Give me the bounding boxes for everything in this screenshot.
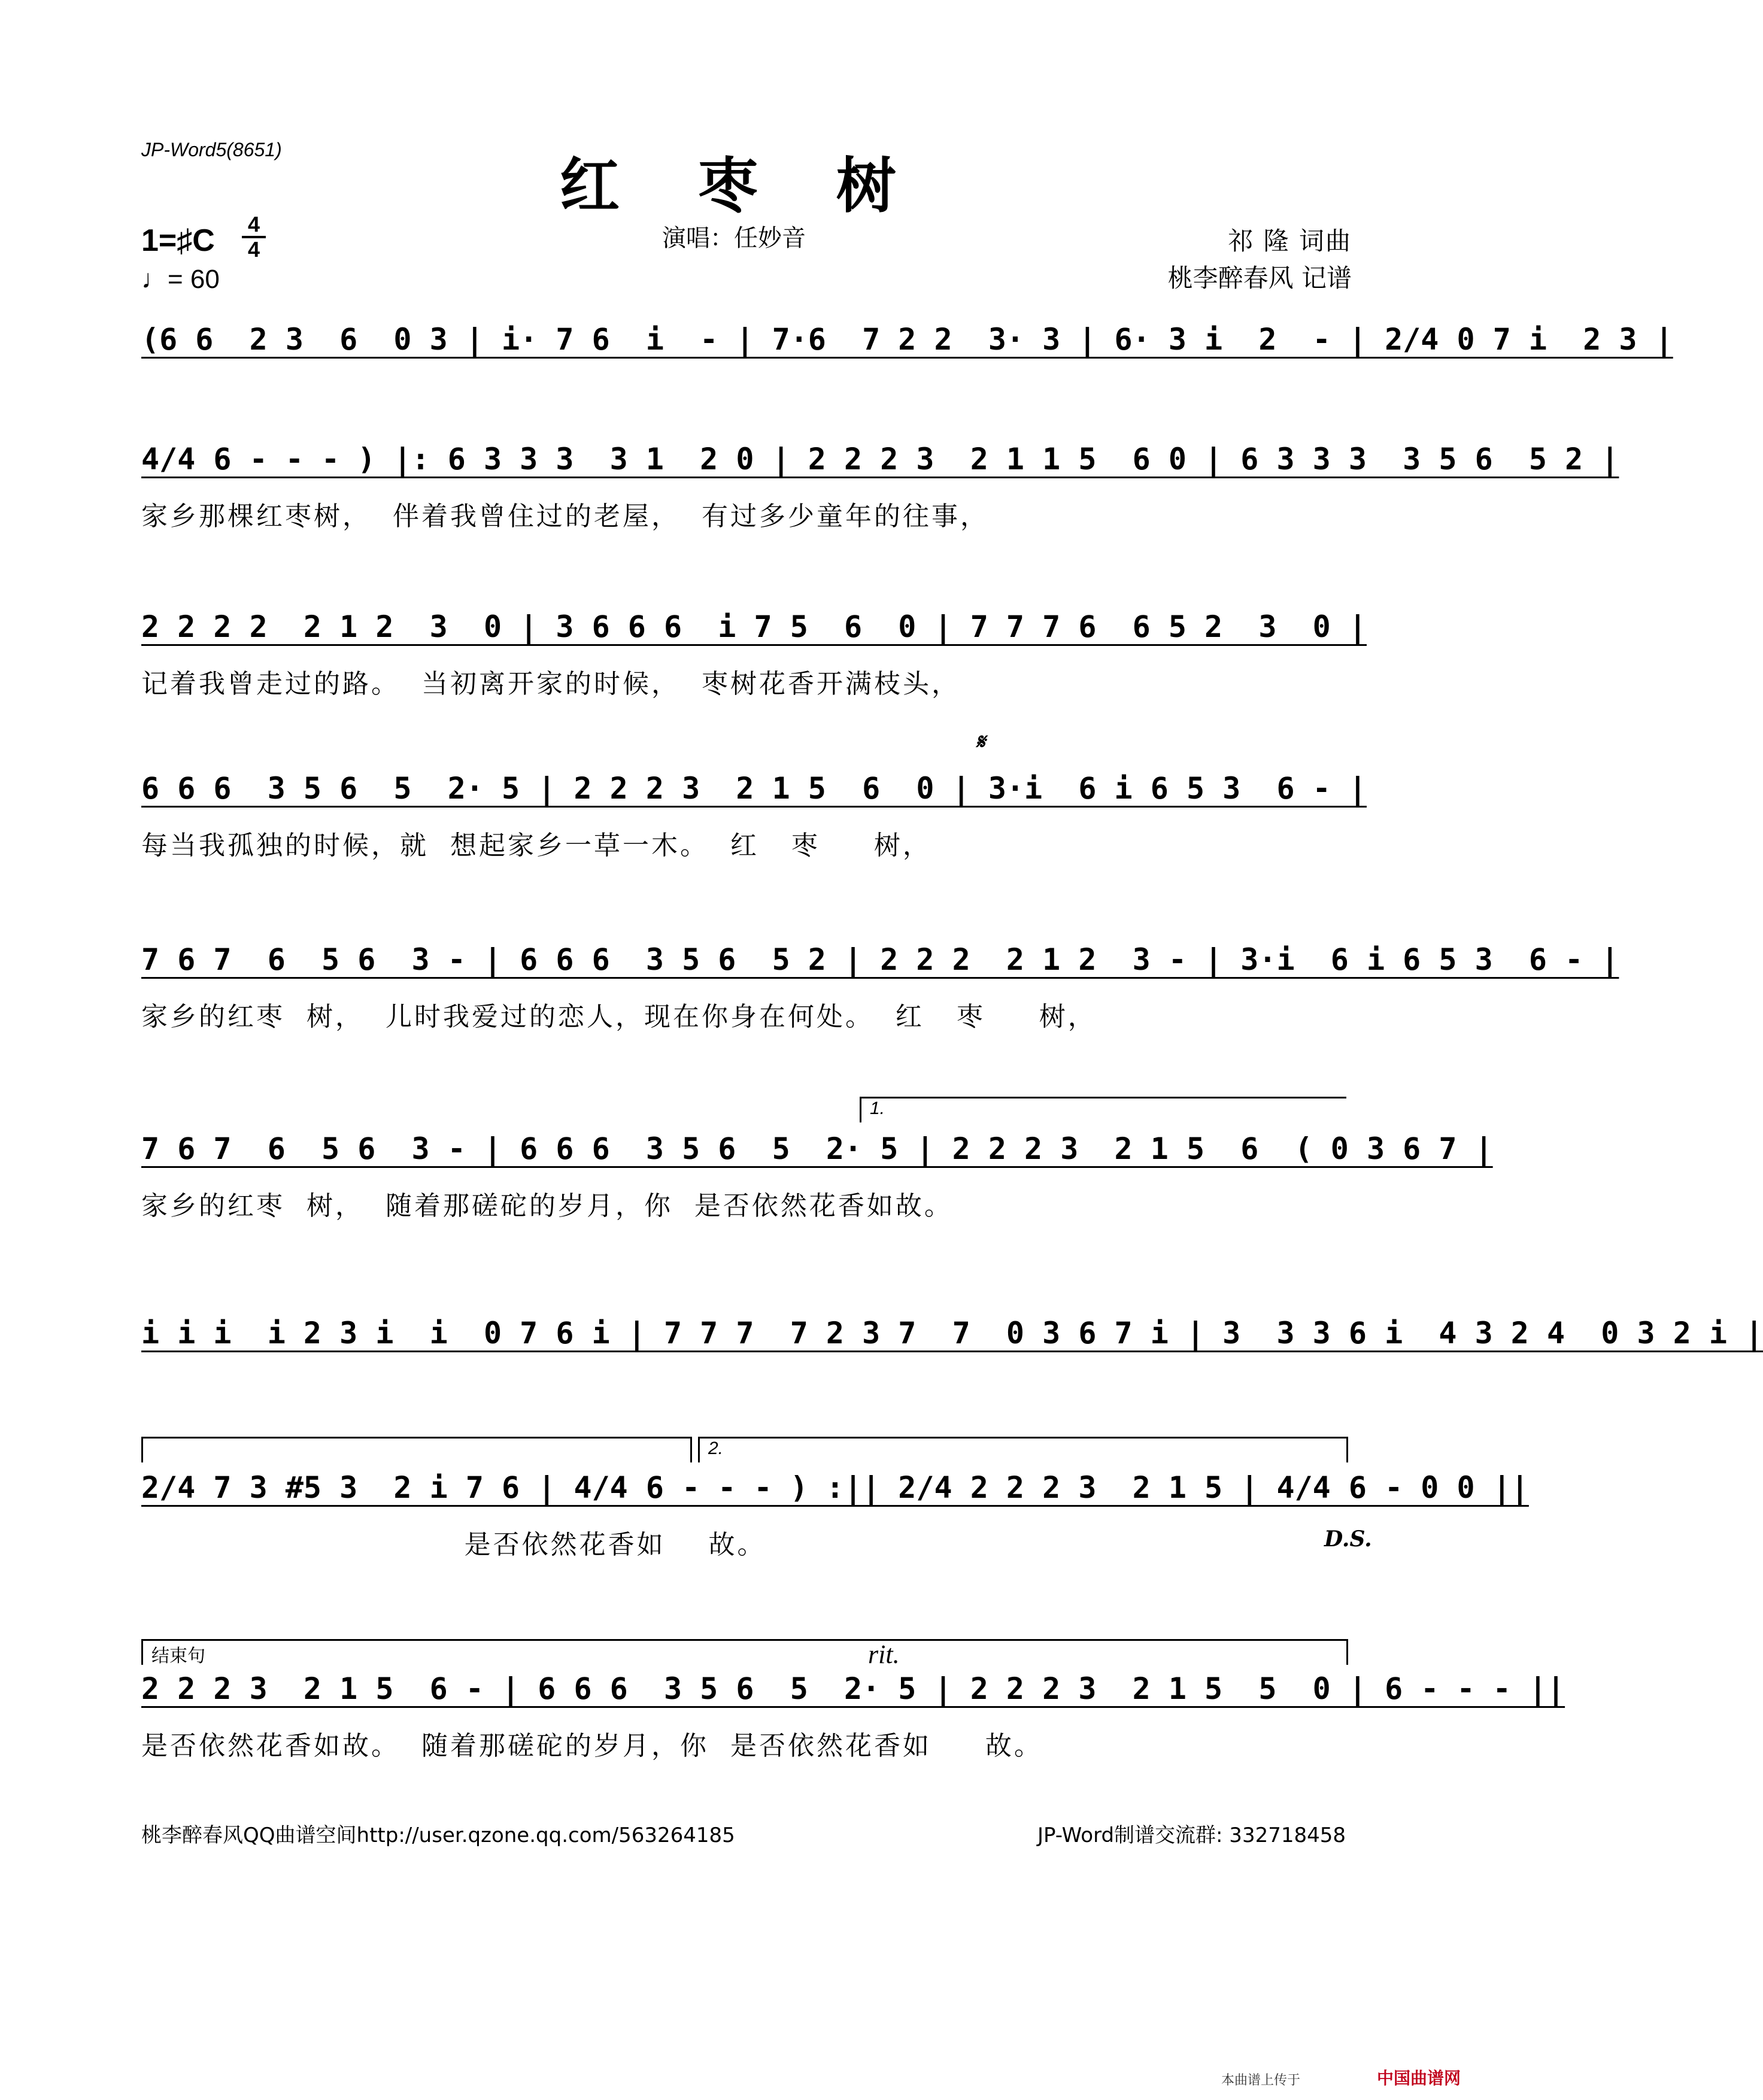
credit-transcriber: 桃李醉春风 记谱 [1167, 263, 1352, 293]
performer: 演唱：任妙音 [662, 224, 806, 252]
volta-2-bracket [698, 1437, 1348, 1462]
lyrics-line: 家乡的红枣 树， 随着那磋砣的岁月，你 是否依然花香如故。 [141, 1191, 953, 1221]
time-signature-top: 4 [247, 212, 260, 236]
ds-marking: D.S. [1324, 1527, 1372, 1552]
notes-line: 2/4 7 3 #5 3 2 i 7 6 | 4/4 6 - - - ) :|| 2/4 2 2 2 3 2 1 5 | 4/4 6 - 0 0 || [141, 1470, 1529, 1505]
rit-marking: rit. [868, 1640, 900, 1669]
segno-sign: 𝄋 [976, 729, 985, 754]
tempo-marking: ♩= 60 [141, 265, 220, 294]
volta-1-label: 1. [870, 1098, 885, 1118]
time-signature [242, 213, 266, 261]
key-signature: 1=♯C [141, 223, 215, 258]
lyrics-line: 记着我曾走过的路。 当初离开家的时候， 枣树花香开满枝头， [141, 669, 960, 699]
lyrics-line: 家乡的红枣 树， 儿时我爱过的恋人，现在你身在何处。 红 枣 树， [141, 1002, 1097, 1032]
notes-line: 2 2 2 3 2 1 5 6 - | 6 6 6 3 5 6 5 2· 5 | 2 2 2 3 2 1 5 5 0 | 6 - - - || [141, 1671, 1565, 1706]
ending-bracket [141, 1639, 1348, 1665]
repeat-bracket-left [141, 1437, 692, 1462]
lyrics-line: 每当我孤独的时候，就 想起家乡一草一木。 红 枣 树， [141, 830, 931, 861]
lyrics-line: 家乡那棵红枣树， 伴着我曾住过的老屋， 有过多少童年的往事， [141, 501, 989, 532]
software-tag: JP-Word5(8651) [141, 139, 282, 160]
volta-1-bracket [860, 1097, 1346, 1122]
upload-note: 本曲谱上传于 [1221, 2073, 1301, 2088]
ending-label: 结束句 [151, 1646, 205, 1667]
volta-2-label: 2. [708, 1439, 724, 1458]
footer-group-info: JP-Word制谱交流群: 332718458 [1037, 1823, 1346, 1847]
lyrics-line: 是否依然花香如 故。 [141, 1530, 766, 1560]
notes-line: (6 6 2 3 6 0 3 | i· 7 6 i - | 7·6 7 2 2 3· 3 | 6· 3 i 2 - | 2/4 0 7 i 2 3 | [141, 322, 1673, 357]
time-signature-bottom: 4 [242, 236, 266, 261]
notes-line: 6 6 6 3 5 6 5 2· 5 | 2 2 2 3 2 1 5 6 0 | 3·i 6 i 6 5 3 6 - | [141, 771, 1367, 806]
notes-line: 4/4 6 - - - ) |: 6 3 3 3 3 1 2 0 | 2 2 2 3 2 1 1 5 6 0 | 6 3 3 3 3 5 6 5 2 | [141, 442, 1619, 477]
lyrics-line: 是否依然花香如故。 随着那磋砣的岁月，你 是否依然花香如 故。 [141, 1731, 1043, 1761]
notes-line: 7 6 7 6 5 6 3 - | 6 6 6 3 5 6 5 2· 5 | 2 2 2 3 2 1 5 6 ( 0 3 6 7 | [141, 1131, 1493, 1166]
notes-line: i i i i 2 3 i i 0 7 6 i | 7 7 7 7 2 3 7 7 0 3 6 7 i | 3 3 3 6 i 4 3 2 4 0 3 2 i | [141, 1316, 1763, 1351]
notes-line: 7 6 7 6 5 6 3 - | 6 6 6 3 5 6 5 2 | 2 2 2 2 1 2 3 - | 3·i 6 i 6 5 3 6 - | [141, 942, 1619, 977]
credit-lyrics-music: 祁 隆 词曲 [1228, 226, 1352, 256]
notes-line: 2 2 2 2 2 1 2 3 0 | 3 6 6 6 i 7 5 6 0 | 7 7 7 6 6 5 2 3 0 | [141, 609, 1367, 644]
song-title: 红 枣 树 [560, 150, 925, 221]
site-logo: 中国曲谱网 [1377, 2068, 1461, 2088]
footer-source-link: 桃李醉春风QQ曲谱空间http://user.qzone.qq.com/563264185 [141, 1823, 735, 1847]
